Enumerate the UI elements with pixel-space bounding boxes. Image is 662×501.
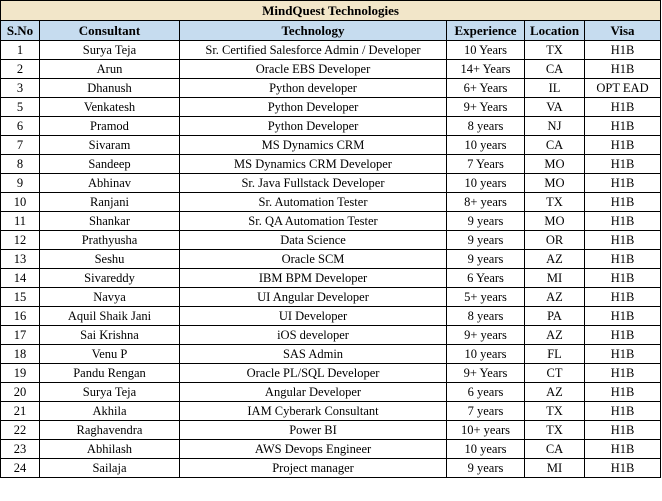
cell-sno: 16 (1, 307, 40, 326)
cell-experience: 9 years (447, 231, 525, 250)
cell-sno: 1 (1, 41, 40, 60)
cell-sno: 15 (1, 288, 40, 307)
cell-consultant: Dhanush (40, 79, 180, 98)
cell-location: MI (525, 459, 585, 478)
cell-experience: 9 years (447, 459, 525, 478)
cell-visa: H1B (585, 345, 661, 364)
table-row (1, 117, 661, 136)
cell-visa: H1B (585, 383, 661, 402)
table-row (1, 60, 661, 79)
cell-sno: 19 (1, 364, 40, 383)
cell-sno: 23 (1, 440, 40, 459)
cell-visa: H1B (585, 41, 661, 60)
cell-visa: H1B (585, 98, 661, 117)
header-visa: Visa (585, 21, 661, 41)
cell-location: TX (525, 421, 585, 440)
cell-location: OR (525, 231, 585, 250)
table-row (1, 79, 661, 98)
cell-technology: IBM BPM Developer (180, 269, 447, 288)
cell-sno: 22 (1, 421, 40, 440)
cell-visa: H1B (585, 117, 661, 136)
table-row (1, 136, 661, 155)
cell-experience: 9+ Years (447, 98, 525, 117)
table-row (1, 440, 661, 459)
cell-sno: 3 (1, 79, 40, 98)
cell-sno: 18 (1, 345, 40, 364)
cell-sno: 5 (1, 98, 40, 117)
cell-sno: 6 (1, 117, 40, 136)
table-row (1, 212, 661, 231)
cell-visa: H1B (585, 326, 661, 345)
cell-sno: 10 (1, 193, 40, 212)
table-row (1, 174, 661, 193)
cell-visa: H1B (585, 174, 661, 193)
cell-visa: H1B (585, 269, 661, 288)
cell-visa: H1B (585, 250, 661, 269)
cell-location: AZ (525, 326, 585, 345)
header-experience: Experience (447, 21, 525, 41)
cell-experience: 10 years (447, 345, 525, 364)
cell-experience: 10 years (447, 440, 525, 459)
cell-visa: H1B (585, 440, 661, 459)
table-row (1, 326, 661, 345)
cell-experience: 9 years (447, 250, 525, 269)
cell-technology: Sr. Automation Tester (180, 193, 447, 212)
cell-technology: iOS developer (180, 326, 447, 345)
cell-location: VA (525, 98, 585, 117)
cell-experience: 10 Years (447, 41, 525, 60)
header-location: Location (525, 21, 585, 41)
cell-experience: 9 years (447, 212, 525, 231)
cell-sno: 2 (1, 60, 40, 79)
table-body (1, 41, 661, 478)
cell-technology: Oracle SCM (180, 250, 447, 269)
cell-experience: 9+ years (447, 326, 525, 345)
cell-consultant: Sandeep (40, 155, 180, 174)
cell-experience: 10+ years (447, 421, 525, 440)
cell-experience: 6 years (447, 383, 525, 402)
cell-consultant: Shankar (40, 212, 180, 231)
cell-experience: 8 years (447, 307, 525, 326)
cell-location: AZ (525, 383, 585, 402)
cell-consultant: Seshu (40, 250, 180, 269)
cell-experience: 6 Years (447, 269, 525, 288)
cell-technology: MS Dynamics CRM Developer (180, 155, 447, 174)
cell-experience: 8 years (447, 117, 525, 136)
cell-consultant: Aquil Shaik Jani (40, 307, 180, 326)
cell-experience: 9+ Years (447, 364, 525, 383)
cell-technology: Angular Developer (180, 383, 447, 402)
cell-experience: 10 years (447, 136, 525, 155)
cell-technology: Oracle PL/SQL Developer (180, 364, 447, 383)
cell-consultant: Sailaja (40, 459, 180, 478)
cell-sno: 7 (1, 136, 40, 155)
cell-experience: 7 Years (447, 155, 525, 174)
header-technology: Technology (180, 21, 447, 41)
cell-consultant: Surya Teja (40, 41, 180, 60)
cell-experience: 10 years (447, 174, 525, 193)
cell-technology: Sr. QA Automation Tester (180, 212, 447, 231)
cell-visa: H1B (585, 193, 661, 212)
cell-location: TX (525, 41, 585, 60)
cell-consultant: Venu P (40, 345, 180, 364)
cell-consultant: Prathyusha (40, 231, 180, 250)
table-row (1, 345, 661, 364)
cell-technology: Oracle EBS Developer (180, 60, 447, 79)
cell-consultant: Abhinav (40, 174, 180, 193)
cell-technology: UI Developer (180, 307, 447, 326)
cell-experience: 14+ Years (447, 60, 525, 79)
table-row (1, 364, 661, 383)
title-row (1, 1, 661, 21)
cell-location: MI (525, 269, 585, 288)
cell-technology: Python Developer (180, 98, 447, 117)
cell-location: MO (525, 155, 585, 174)
cell-technology: Sr. Java Fullstack Developer (180, 174, 447, 193)
cell-visa: H1B (585, 231, 661, 250)
cell-consultant: Pandu Rengan (40, 364, 180, 383)
cell-experience: 5+ years (447, 288, 525, 307)
table-row (1, 421, 661, 440)
cell-location: FL (525, 345, 585, 364)
cell-visa: H1B (585, 60, 661, 79)
cell-location: MO (525, 174, 585, 193)
cell-technology: IAM Cyberark Consultant (180, 402, 447, 421)
cell-sno: 14 (1, 269, 40, 288)
cell-visa: H1B (585, 402, 661, 421)
cell-technology: AWS Devops Engineer (180, 440, 447, 459)
cell-visa: H1B (585, 421, 661, 440)
cell-visa: OPT EAD (585, 79, 661, 98)
cell-consultant: Sivareddy (40, 269, 180, 288)
table-row (1, 193, 661, 212)
cell-sno: 11 (1, 212, 40, 231)
cell-consultant: Abhilash (40, 440, 180, 459)
cell-technology: Python Developer (180, 117, 447, 136)
cell-technology: Sr. Certified Salesforce Admin / Developer (180, 41, 447, 60)
cell-visa: H1B (585, 459, 661, 478)
cell-sno: 8 (1, 155, 40, 174)
cell-consultant: Navya (40, 288, 180, 307)
cell-visa: H1B (585, 307, 661, 326)
cell-location: CT (525, 364, 585, 383)
cell-location: NJ (525, 117, 585, 136)
cell-location: IL (525, 79, 585, 98)
table-row (1, 269, 661, 288)
cell-consultant: Sivaram (40, 136, 180, 155)
cell-consultant: Sai Krishna (40, 326, 180, 345)
table-row (1, 250, 661, 269)
table-row (1, 41, 661, 60)
table-row (1, 459, 661, 478)
cell-technology: SAS Admin (180, 345, 447, 364)
cell-experience: 8+ years (447, 193, 525, 212)
cell-visa: H1B (585, 212, 661, 231)
cell-location: PA (525, 307, 585, 326)
table-row (1, 383, 661, 402)
table-row (1, 231, 661, 250)
table-row (1, 307, 661, 326)
cell-technology: Python developer (180, 79, 447, 98)
table-title: MindQuest Technologies (1, 1, 661, 21)
cell-experience: 7 years (447, 402, 525, 421)
cell-location: MO (525, 212, 585, 231)
cell-location: AZ (525, 288, 585, 307)
header-consultant: Consultant (40, 21, 180, 41)
table-row (1, 155, 661, 174)
cell-sno: 9 (1, 174, 40, 193)
cell-location: TX (525, 193, 585, 212)
table-row (1, 402, 661, 421)
cell-consultant: Arun (40, 60, 180, 79)
cell-technology: Power BI (180, 421, 447, 440)
cell-consultant: Surya Teja (40, 383, 180, 402)
cell-visa: H1B (585, 288, 661, 307)
cell-location: TX (525, 402, 585, 421)
table-row (1, 98, 661, 117)
cell-sno: 21 (1, 402, 40, 421)
cell-consultant: Akhila (40, 402, 180, 421)
cell-visa: H1B (585, 136, 661, 155)
cell-visa: H1B (585, 364, 661, 383)
cell-technology: Data Science (180, 231, 447, 250)
cell-consultant: Ranjani (40, 193, 180, 212)
cell-consultant: Raghavendra (40, 421, 180, 440)
cell-technology: UI Angular Developer (180, 288, 447, 307)
table-row (1, 288, 661, 307)
cell-sno: 17 (1, 326, 40, 345)
cell-sno: 12 (1, 231, 40, 250)
cell-technology: Project manager (180, 459, 447, 478)
cell-location: CA (525, 440, 585, 459)
cell-consultant: Venkatesh (40, 98, 180, 117)
cell-visa: H1B (585, 155, 661, 174)
cell-location: CA (525, 60, 585, 79)
cell-consultant: Pramod (40, 117, 180, 136)
cell-experience: 6+ Years (447, 79, 525, 98)
header-row (1, 21, 661, 41)
cell-technology: MS Dynamics CRM (180, 136, 447, 155)
cell-sno: 13 (1, 250, 40, 269)
cell-location: AZ (525, 250, 585, 269)
cell-sno: 24 (1, 459, 40, 478)
cell-sno: 20 (1, 383, 40, 402)
header-sno: S.No (1, 21, 40, 41)
cell-location: CA (525, 136, 585, 155)
